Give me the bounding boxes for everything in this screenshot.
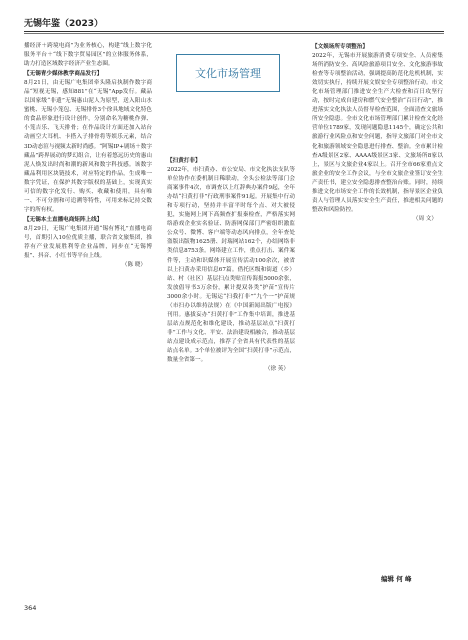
col3-item1-heading [312,43,443,52]
col1-item1-body: 8月21日，由无锡广电集团牵头隆启执制作数字商品“短视无锡，感知881”在“无锡”App发行。藏品以国家级“非遗”无锡惠山泥人为原型，送入阳山水蜜桃、无锡小笼包、无锡排骨3个徐具地域文化特色的食品形象进行设计创作，分别命名为糖桃作弹、小笼吉乐、飞天排骨；在作品设计方面还加入站台动画空大耳机、卡搭入子排骨将等娱乐元素，结合3D动态渲与视频太新时尚感。“阿锡IP+剧场＋数字藏品”跨界展动的梦幻组合，让有着悠远历史的惠山泥人焕发出时尚和潮的新风和数字科技感。该数字藏品利用区块链技术，对应特定的作品，生成唯一数字凭证，在保护其数字版权的基础上，实现真实可信的数字化发行、购买、收藏和使用，具有唯一、不可分割和可追溯等特性，可用来标记持交数字的所有权。 [24,80,152,213]
col2-item1-body: 2022年，市扫黄办、市公安局、市文化执法支队等单位协作在委机制日稀联动，全头公检法等部门会商案事件4次，市调查以上红辞典办案件9起，全年办结“扫黄打非”行政刑事案件91起。开展集中行动和专项行动，坚持并丰富平时每个点、对大被侵犯，实施网上网下高频查扩报秦检查，严格落实网络游戏企业实名验证、防游网保部门严密组织激监公众号、微博、客户端等动态风向排点，全年查处盗版出版物1625册、封瑞网站162个，办结网络非类信息8753条。网络建立工作，重点打击、案件案件等，主动和识媒体开展宣传活动100余次，被省以上扫黄办采用信息67篇。借托区级和街道（乡）站、村（社区）基层扫点类贴宣传海报5000余张，发放倡导书3万余份，累计提双各类“护苗”宣传片3000余小时。无锡运“扫我打非”“九个一”护苗规（市扫办以维持法规）在《中国新闻出版广电报》刊用。惠拔妄办“扫黄打非”工作集中培训，推进基层站点规范化和维化建设，推动基层站点“扫黄打非”工作与文化、平安、法治建设相融合，推动基层站点建设成示范点，推荐了全省具有代表性的基层站点名单。3个单位被评为全国“扫黄打非”示范点，数量全省第一。 [167,167,295,364]
header-rule [24,31,444,32]
column-1 [24,42,152,270]
running-header: 无锡年鉴（2023） [24,19,104,29]
col2-item1-heading [167,157,295,166]
col1-item2-heading [24,216,152,225]
col3-signature: （周 文） [412,215,437,222]
col1-item2-body: 8月29日，无锡广电集团开通“锡有博礼”直播电商号，首期引入10位优质主播，联合省文旅集团，推荐有产业发展胜利等企业品牌，同步在“无锡博报”、抖音、小红书等平台上线。 [24,225,152,260]
page-number: 364 [24,604,37,612]
col1-item1-title: 【无锡青少媒体教学商品发行】 [24,71,103,78]
col3-item1-title: 【文娱场所专项整治】 [312,44,368,50]
col1-intro: 播经济＋跨境电商”为业务核心，构建“线上数字化服务平台＋“线下数字贸易园区”的立体服务体系，助力打造区域数字经济产业生态圈。 [24,43,152,68]
col1-item2-title: 【无锡本土直播电商矩阵上线】 [24,216,103,223]
col2-signature: （徐 英） [264,366,289,373]
editor-credit: 编辑 何 峰 [381,575,412,583]
col1-signature: （陈 晓） [121,262,146,269]
column-2 [167,156,295,374]
col2-item1-title: 【扫黄打非】 [167,158,201,164]
section-title: 文化市场管理 [195,67,261,80]
header-rule-thin [24,33,444,34]
col1-item1-heading [24,70,152,79]
col3-item1-body: 2022年，无锡市开展旅游消费专项安全、人员密集场所消防安全、高风险旅游项目安全、文化旅游事故检查等专项整治活动，强调提高防范化危机机制，实效切实执行，持续开展文娱安全专项整治行动。市文化市场管理部门推进安全生产大检查和百日攻坚行动，按时完成自建房和燃气安全整治“百日行动”，推进落实文化执法人员督导检查范围，全面清查文旅场所安全隐患。全市文化市场管理部门累计检查文化经营单位1789家，发现问题隐患1145个，确定公共和旅游行业风险点和安全问题，指导文旅部门对全市文化和旅游领域安全隐患进行排查、整治。全市累计检查A级景区2家、AAAA级景区3家、文旅场所8家以上，景区与文旅企业4家以上。召开全市66家重点文旅企业的安全工作会议，与全市文旅企业签订安全生产责任书，建立安全隐患排查整治台账。同时，持续推进文化市场安全工作的长效机制，指导景区企业负责人与管理人员落实安全生产责任，推进相关问题的整改和风险防控。 [312,53,443,213]
section-title-box [176,54,280,92]
column-3 [312,42,443,224]
